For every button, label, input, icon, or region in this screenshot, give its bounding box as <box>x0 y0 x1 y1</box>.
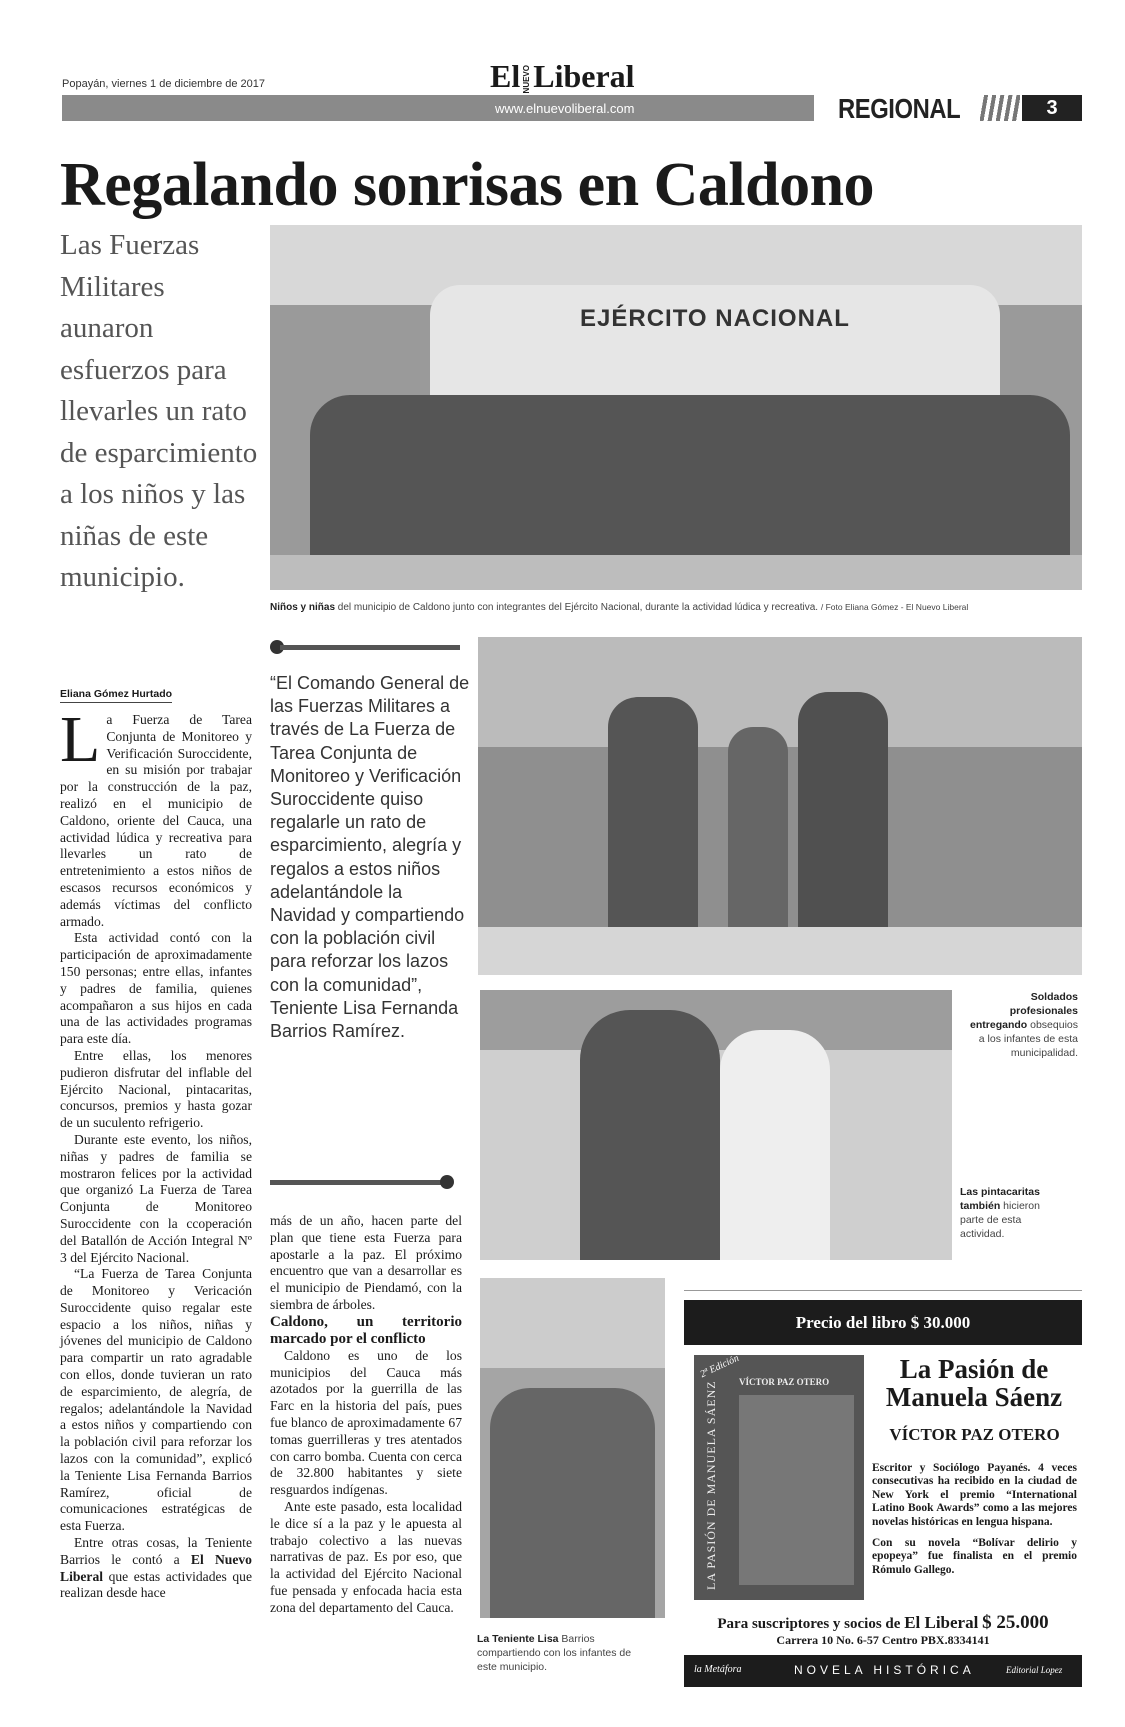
deck: Las Fuerzas Militares aunaron esfuerzos para llevarles un rato de esparcimiento a los niños y las niñas de este municipio. <box>60 229 258 593</box>
col1-paragraph-5: “La Fuerza de Tarea Conjunta de Monitoreo y Vericación Suroccidente quiso regalar este espacio a los niños, niñas y jóvenes del municipio de Caldono para compartir un rato agradable con ellos, donde tuvieran un rato de esparcimiento, de alegría, de regalos; adelantándole la Navidad a estos niños y compartiendo con la población civil para reforzar los lazos con la comunidad”, explicó la Teniente Lisa Fernanda Barrios Ramírez, oficial de comunicaciones estratégicas de esta Fuerza. <box>60 1266 252 1534</box>
book-spine-title: LA PASIÓN DE MANUELA SÁENZ <box>704 1380 718 1590</box>
masthead-el: El <box>490 58 521 94</box>
photo-teniente-lisa <box>480 1278 665 1618</box>
quote-rule-bottom <box>270 1180 450 1185</box>
section-name: REGIONAL <box>838 93 961 124</box>
floor <box>478 927 1082 975</box>
site-url: www.elnuevoliberal.com <box>495 101 635 116</box>
col2-paragraph-3: Ante este pasado, esta localidad le dice sí a la paz y le apuesta al trabajo colectivo a las nuevas narrativas de paz. Es por eso, que la actividad del Ejército Nacional fue pensada y enfocada hacia esta zona del departamento del Cauca. <box>270 1498 462 1615</box>
photo-4-caption <box>477 1632 637 1674</box>
ad-footer-left: la Metáfora <box>694 1664 742 1675</box>
ad-subscribers-text: Para suscriptores y socios de <box>717 1616 901 1632</box>
ad-description-2: Con su novela “Bolívar delirio y epopeya” fue finalista en el premio Rómulo Gallego. <box>872 1537 1077 1576</box>
col2-subhead: Caldono, un territorio marcado por el conflicto <box>270 1313 462 1347</box>
roof <box>480 1278 665 1368</box>
column-2 <box>270 1213 462 1617</box>
drop-cap: L <box>60 703 101 776</box>
col1-paragraph-4: Durante este evento, los niños, niñas y padres de familia se mostraron felices por la actividad que organizó La Fuerza de Tarea Conjunta de Monitoreo Suroccidente con la ccoperación del Batallón de Acción Integral Nº 3 del Ejército Nacional. <box>60 1131 252 1265</box>
quote-dot-bottom <box>440 1175 454 1189</box>
caption-3-text: hicieron parte de esta actividad. <box>960 1200 1040 1240</box>
bleachers <box>478 637 1082 747</box>
soldier-right <box>798 692 888 967</box>
group <box>490 1388 655 1618</box>
inflatable-arch <box>430 285 1000 405</box>
col1-paragraph-2: Esta actividad contó con la participación de aproximadamente 150 personas; entre ellas, infantes y padres de familia, quienes acompañaron a sus hijos en cada una de las actividades programas para este día. <box>60 930 252 1047</box>
page-number: 3 <box>1022 95 1082 121</box>
photo-soldiers-gift <box>478 637 1082 975</box>
ad-subscribers <box>684 1612 1082 1634</box>
ad-footer-mid: NOVELA HISTÓRICA <box>794 1663 975 1677</box>
ad-address: Carrera 10 No. 6-57 Centro PBX.8334141 <box>776 1633 990 1647</box>
caption-2-lead: Soldados profesionales entregando <box>970 991 1078 1031</box>
caption-lead: Niños y niñas <box>270 602 336 613</box>
photo-2-caption <box>968 990 1078 1060</box>
caption-text: del municipio de Caldono junto con integrantes del Ejército Nacional, durante la actividad lúdica y recreativa. <box>335 602 821 613</box>
ad-price-banner: Precio del libro $ 30.000 <box>684 1300 1082 1345</box>
soldier-painter <box>580 1010 720 1260</box>
ad-description <box>872 1462 1077 1577</box>
book-ad <box>684 1300 1082 1687</box>
col2-paragraph-2: Caldono es uno de los municipios del Cauca más azotados por la guerrilla de las Farc en la historia del país, pues fue blanco de aproximadamente 67 tomas guerrilleras y tres atentados con carro bomba. Cuenta con cerca de 32.800 habitantes y siete resguardos indígenas. <box>270 1347 462 1498</box>
main-photo <box>270 225 1082 590</box>
ad-subscribers-brand: El Liberal <box>904 1613 979 1632</box>
photo-face-painting <box>480 990 952 1260</box>
ad-author: VÍCTOR PAZ OTERO <box>889 1425 1060 1444</box>
photo-3-caption <box>960 1185 1055 1241</box>
ad-divider <box>684 1290 1082 1291</box>
ad-book-title: La Pasión de Manuela Sáenz <box>885 1354 1063 1412</box>
ground <box>270 555 1082 590</box>
caption-4-lead: La Teniente Lisa <box>477 1633 559 1645</box>
masthead-liberal: Liberal <box>533 58 635 94</box>
pull-quote: “El Comando General de las Fuerzas Militares a través de La Fuerza de Tarea Conjunta de Monitoreo y Verificación Suroccidente quiso regalarle un rato de esparcimiento, alegría y regalos a estos niños adelantándole la Navidad y compartiendo con la población civil para reforzar los lazos con la comunidad”, Teniente Lisa Fernanda Barrios Ramírez. <box>270 673 470 1042</box>
cover-art <box>739 1395 854 1585</box>
edition-badge: 2ª Edición <box>698 1352 741 1381</box>
column-1 <box>60 703 252 1602</box>
header-bar <box>62 95 814 121</box>
caption-2-text: obsequios a los infantes de esta municipalidad. <box>978 1019 1078 1059</box>
col1-paragraph-3: Entre ellas, los menores pudieron disfrutar del inflable del Ejército Nacional, pintacaritas, concursos, premios y hasta gozar de un suculento refrigerio. <box>60 1047 252 1131</box>
byline: Eliana Gómez Hurtado <box>60 688 172 703</box>
caption-3-lead: Las pintacaritas también <box>960 1186 1040 1212</box>
dateline: Popayán, viernes 1 de diciembre de 2017 <box>62 78 266 90</box>
quote-rule-top <box>280 645 460 650</box>
ad-footer-right: Editorial Lopez <box>1006 1665 1063 1675</box>
col1-paragraph-6-end: que estas actividades que realizan desde hace <box>60 1568 252 1601</box>
masthead-logo <box>490 58 635 95</box>
headline: Regalando sonrisas en Caldono <box>60 151 875 219</box>
child-seated <box>720 1030 830 1260</box>
main-photo-caption <box>270 600 1090 615</box>
masthead-nuevo: NUEVO <box>522 65 532 94</box>
ad-subscribers-price: $ 25.000 <box>982 1612 1049 1633</box>
col2-paragraph-1: más de un año, hacen parte del plan que tiene esta Fuerza para apostarle a la paz. El próximo encuentro que van a desarrollar es el municipio de Piendamó, con la siembra de árboles. <box>270 1213 462 1312</box>
caption-4-text: Barrios compartiendo con los infantes de este municipio. <box>477 1633 632 1673</box>
section-stripes <box>980 95 1020 121</box>
inflatable-banner: EJÉRCITO NACIONAL <box>580 305 850 332</box>
col1-paragraph-6-start: Entre otras cosas, la Teniente Barrios le contó a <box>60 1535 252 1567</box>
ad-description-1: Escritor y Sociólogo Payanés. 4 veces consecutivas ha recibido en la ciudad de New York el premio “International Latino Book Awards” como a las mejores novelas históricas en lengua hispana. <box>872 1462 1077 1528</box>
col1-paragraph-6-bold: El Nuevo Liberal <box>60 1551 252 1584</box>
cover-author: VÍCTOR PAZ OTERO <box>739 1377 830 1387</box>
col1-paragraph-1: a Fuerza de Tarea Conjunta de Monitoreo y Verificación Suroccidente, en su misión por trabajar por la construcción de la paz, realizó en el municipio de Caldono, oriente del Cauca, una actividad lúdica y recreativa para llevarles un rato de entretenimiento a estos niños de escasos recursos económicos y además víctimas del conflicto armado. <box>60 712 252 929</box>
ad-footer <box>684 1655 1082 1687</box>
caption-credit: / Foto Eliana Gómez - El Nuevo Liberal <box>820 602 969 612</box>
